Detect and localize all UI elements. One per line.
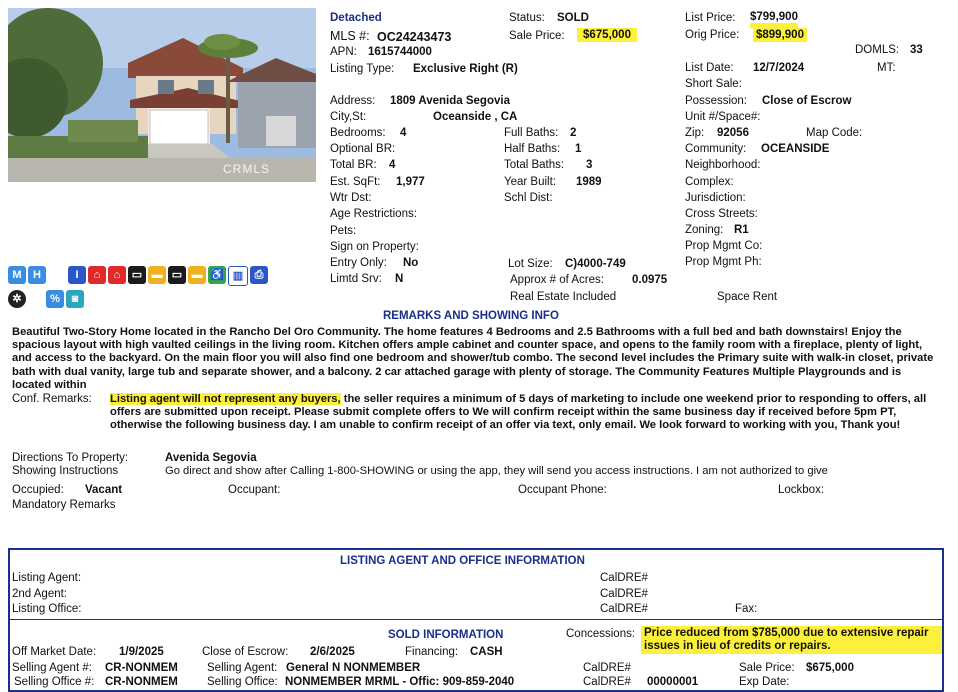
lot-size-value: C)4000-749: [565, 258, 626, 270]
optional-br-label: Optional BR:: [330, 143, 396, 155]
orig-price-label: Orig Price:: [685, 29, 740, 41]
sign-label: Sign on Property:: [330, 241, 419, 253]
h-icon[interactable]: H: [28, 266, 46, 284]
city-label: City,St:: [330, 111, 367, 123]
address-label: Address:: [330, 95, 376, 107]
schl-dist-label: Schl Dist:: [504, 192, 553, 204]
entry-only-value: No: [403, 257, 419, 269]
total-br-label: Total BR:: [330, 159, 377, 171]
concessions-label: Concessions:: [566, 628, 636, 640]
public-remarks: Beautiful Two-Story Home located in the Rancho Del Oro Community. The home features 4 Bedrooms and 2.5 Bathrooms with a full bed and bath downstairs! Enjoy the spacious layout with high vaulted ceilings in the living room. Kitchen offers ample cabinet and counter space, and opens to the family room with a fireplace, plenty of light, and access to the backyard. On the main floor you will also find one bedroom and shower/tub combo. The second level includes the Primary suite with walk-in closet, private bath with dual vanity, large tub and separate shower, and a balcony. 2 car attached garage with plenty of storage. The Community Features Multiple Playgrounds and is located within: [12, 326, 934, 391]
bedrooms-value: 4: [400, 127, 407, 139]
total-baths-value: 3: [586, 159, 593, 171]
conf-remarks-text: the seller requires a minimum of 5 days of marketing to include one weekend prior to responding to offers, all offers are submitted upon receipt. Please submit complete offers to We will confirm receipt within the same business day if received before 5pm PT, otherwise the following business day. I am unable to confirm receipt of an offer via text, only email. We look forward to working with you, Thank you!: [110, 393, 927, 432]
fax-label: Fax:: [735, 603, 758, 615]
conf-remarks: [110, 393, 940, 433]
sold-sale-price-value: $675,000: [806, 662, 854, 674]
percent-icon[interactable]: %: [46, 290, 64, 308]
occupant-label: Occupant:: [228, 484, 281, 496]
selling-agent-num-label: Selling Agent #:: [12, 662, 92, 674]
bedrooms-label: Bedrooms:: [330, 127, 386, 139]
acres-value: 0.0975: [632, 274, 668, 286]
listing-office-caldre-label: CalDRE#: [600, 603, 648, 615]
home-icon[interactable]: ⌂: [108, 266, 126, 284]
concessions-value: Price reduced from $785,000 due to extensive repair issues in lieu of credits or repairs.: [641, 626, 942, 654]
directions-value: Avenida Segovia: [165, 452, 257, 464]
agent-heading: LISTING AGENT AND OFFICE INFORMATION: [340, 555, 585, 567]
possession-value: Close of Escrow: [762, 95, 852, 107]
showing-label: Showing Instructions: [12, 465, 119, 477]
financing-value: CASH: [470, 646, 503, 658]
address-value: 1809 Avenida Segovia: [390, 95, 510, 107]
community-value: OCEANSIDE: [761, 143, 830, 155]
occupant-phone-label: Occupant Phone:: [518, 484, 607, 496]
list-date-label: List Date:: [685, 62, 734, 74]
map-code-label: Map Code:: [806, 127, 863, 139]
limtd-srv-value: N: [395, 273, 404, 285]
pets-label: Pets:: [330, 225, 357, 237]
doms-label: DOMLS:: [855, 44, 900, 56]
possession-label: Possession:: [685, 95, 748, 107]
complex-label: Complex:: [685, 176, 734, 188]
selling-office-num-value: CR-NONMEM: [105, 676, 178, 688]
cross-streets-label: Cross Streets:: [685, 208, 758, 220]
apn-label: APN:: [330, 46, 357, 58]
feature-icons: [8, 264, 308, 314]
occupied-label: Occupied:: [12, 484, 64, 496]
half-baths-label: Half Baths:: [504, 143, 561, 155]
sale-price-value: $675,000: [577, 28, 637, 42]
exp-date-label: Exp Date:: [739, 676, 790, 688]
listing-office-label: Listing Office:: [12, 603, 82, 615]
sold-sale-price-label: Sale Price:: [739, 662, 795, 674]
key-icon[interactable]: ▭: [168, 266, 186, 284]
selling-agent-num-value: CR-NONMEM: [105, 662, 178, 674]
list-price-label: List Price:: [685, 12, 736, 24]
zoning-value: R1: [734, 224, 749, 236]
photo-watermark: CRMLS: [222, 162, 270, 176]
directions-label: Directions To Property:: [12, 452, 129, 464]
off-market-value: 1/9/2025: [119, 646, 164, 658]
neighborhood-label: Neighborhood:: [685, 159, 761, 171]
list-price-value: $799,900: [750, 12, 798, 28]
selling-agent-label: Selling Agent:: [207, 662, 278, 674]
limtd-srv-label: Limtd Srv:: [330, 273, 382, 285]
close-escrow-label: Close of Escrow:: [202, 646, 289, 658]
zip-value: 92056: [717, 127, 749, 139]
listing-type-value: Exclusive Right (R): [413, 63, 518, 75]
selling-agent-value: General N NONMEMBER: [286, 662, 421, 674]
zip-label: Zip:: [685, 127, 705, 139]
selling-agent-caldre-label: CalDRE#: [583, 662, 631, 674]
info-icon[interactable]: I: [68, 266, 86, 284]
occupied-value: Vacant: [85, 484, 123, 496]
mls-number: OC24243473: [377, 30, 452, 44]
short-sale-label: Short Sale:: [685, 78, 742, 90]
space-rent-label: Space Rent: [717, 291, 778, 303]
mls-label: MLS #:: [330, 29, 370, 43]
year-built-value: 1989: [576, 176, 602, 188]
age-restrictions-label: Age Restrictions:: [330, 208, 417, 220]
showing-value: Go direct and show after Calling 1-800-SHOWING or using the app, they will send you access instructions. I am not authorized to give: [165, 465, 828, 477]
selling-office-label: Selling Office:: [207, 676, 278, 688]
key-icon[interactable]: ▬: [148, 266, 166, 284]
year-built-label: Year Built:: [504, 176, 556, 188]
conf-remarks-highlight: Listing agent will not represent any buyers,: [110, 393, 341, 405]
selling-office-caldre-value: 00000001: [647, 676, 699, 688]
listing-agent-label: Listing Agent:: [12, 572, 82, 584]
mt-label: MT:: [877, 62, 896, 74]
chart-icon[interactable]: ▥: [228, 266, 248, 286]
sold-heading: SOLD INFORMATION: [388, 629, 504, 641]
key-icon[interactable]: ▭: [128, 266, 146, 284]
doms-value: 33: [910, 44, 923, 56]
total-br-value: 4: [389, 159, 396, 171]
selling-office-value: NONMEMBER MRML - Offic: 909-859-2040: [285, 676, 515, 688]
selling-office-caldre-label: CalDRE#: [583, 676, 631, 688]
listing-agent-caldre-label: CalDRE#: [600, 572, 648, 584]
remarks-heading: REMARKS AND SHOWING INFO: [383, 310, 559, 322]
full-baths-value: 2: [570, 127, 577, 139]
status-value: SOLD: [557, 12, 589, 24]
sale-price-label: Sale Price:: [509, 30, 565, 42]
status-label: Status:: [509, 12, 545, 24]
full-baths-label: Full Baths:: [504, 127, 559, 139]
sqft-value: 1,977: [396, 176, 425, 188]
lockbox-label: Lockbox:: [778, 484, 825, 496]
half-baths-value: 1: [575, 143, 582, 155]
prop-mgmt-co-label: Prop Mgmt Co:: [685, 240, 763, 252]
unit-label: Unit #/Space#:: [685, 111, 761, 123]
sqft-label: Est. SqFt:: [330, 176, 381, 188]
list-date-value: 12/7/2024: [753, 62, 805, 74]
selling-office-num-label: Selling Office #:: [14, 676, 95, 688]
property-type: Detached: [330, 12, 382, 24]
property-photo[interactable]: [8, 8, 316, 182]
pool-icon[interactable]: ✲: [8, 290, 26, 308]
total-baths-label: Total Baths:: [504, 159, 565, 171]
orig-price-value: $899,900: [753, 28, 807, 42]
zoning-label: Zoning:: [685, 224, 724, 236]
close-escrow-value: 2/6/2025: [310, 646, 355, 658]
conf-remarks-label: Conf. Remarks:: [12, 393, 92, 405]
acres-label: Approx # of Acres:: [510, 274, 604, 286]
mandatory-remarks-label: Mandatory Remarks: [12, 499, 116, 511]
section-divider: [8, 619, 942, 620]
second-agent-caldre-label: CalDRE#: [600, 588, 648, 600]
second-agent-label: 2nd Agent:: [12, 588, 67, 600]
lot-size-label: Lot Size:: [508, 258, 553, 270]
rei-label: Real Estate Included: [510, 291, 617, 303]
wtr-dst-label: Wtr Dst:: [330, 192, 372, 204]
document-icon[interactable]: ⎙: [250, 266, 268, 284]
off-market-label: Off Market Date:: [12, 646, 97, 658]
entry-only-label: Entry Only:: [330, 257, 387, 269]
jurisdiction-label: Jurisdiction:: [685, 192, 746, 204]
accessibility-icon[interactable]: ♿: [208, 266, 226, 284]
key-icon[interactable]: ▬: [188, 266, 206, 284]
financing-label: Financing:: [405, 646, 459, 658]
camera-icon[interactable]: ◙: [66, 290, 84, 308]
m-icon[interactable]: M: [8, 266, 26, 284]
community-label: Community:: [685, 143, 747, 155]
home-icon[interactable]: ⌂: [88, 266, 106, 284]
apn-value: 1615744000: [368, 46, 432, 58]
listing-type-label: Listing Type:: [330, 63, 395, 75]
city-value: Oceanside , CA: [433, 111, 518, 123]
prop-mgmt-ph-label: Prop Mgmt Ph:: [685, 256, 762, 268]
